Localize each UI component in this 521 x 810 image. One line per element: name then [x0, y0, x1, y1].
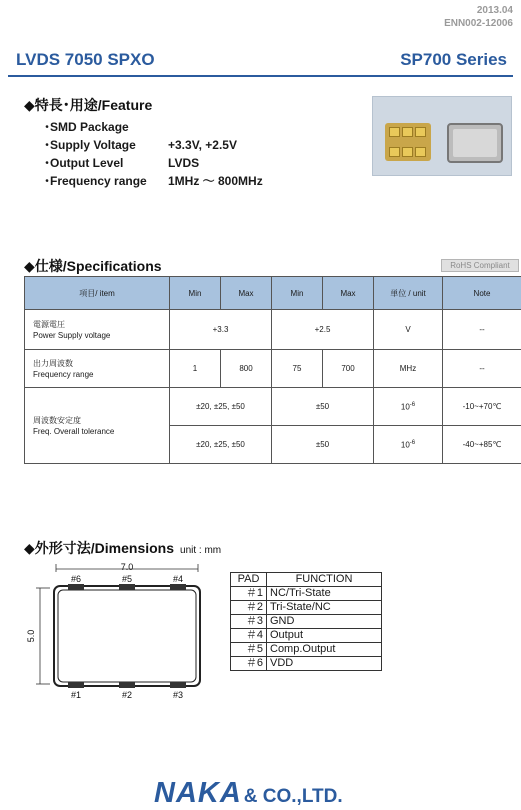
pad-row [231, 615, 382, 629]
series-title: SP700 Series [400, 50, 507, 70]
feature-item [44, 120, 168, 134]
pad-function: NC/Tri-State [267, 587, 382, 601]
spec-heading: ◆仕様/Specifications [24, 256, 162, 276]
pad-function: Output [267, 629, 382, 643]
value-2v5: ±50 [272, 426, 374, 464]
pad-number: ＃3 [231, 615, 267, 629]
feature-label: ･Output Level [44, 156, 168, 170]
pin-label-top: #4 [173, 574, 183, 584]
feature-label: ･Frequency range [44, 174, 168, 188]
dimensions-heading: ◆外形寸法/Dimensions unit : mm [24, 538, 221, 558]
feature-value: 1MHz ～ 800MHz [168, 174, 263, 188]
height-label: 5.0 [26, 630, 36, 643]
feature-label: ･SMD Package [44, 120, 168, 134]
function-header: FUNCTION [267, 573, 382, 587]
value-2v5: +2.5 [272, 310, 374, 350]
unit-cell: MHz [374, 350, 443, 388]
pad-row [231, 601, 382, 615]
pad-row [231, 643, 382, 657]
pad-number: ＃6 [231, 657, 267, 671]
document-id: ENN002-12006 [444, 18, 513, 30]
feature-item [44, 138, 237, 152]
dimensions-unit: unit : mm [180, 545, 221, 556]
unit-cell: V [374, 310, 443, 350]
param-name: 出力周波数 Frequency range [25, 350, 170, 388]
pin-label-top: #5 [122, 574, 132, 584]
pin-label-bottom: #3 [173, 690, 183, 700]
table-row [25, 310, 521, 350]
chip-bottom-view [385, 123, 431, 161]
unit-cell: $10^{-6}$ [374, 388, 443, 426]
header-max: Max [221, 277, 272, 310]
param-name: 周波数安定度 Freq. Overall tolerance [25, 388, 170, 464]
pad-header-row [231, 573, 382, 587]
max-3v3: 800 [221, 350, 272, 388]
feature-item [44, 174, 263, 188]
title-rule [8, 75, 513, 77]
pad-row [231, 629, 382, 643]
pin-label-bottom: #2 [122, 690, 132, 700]
spec-table [24, 276, 521, 464]
feature-item [44, 156, 199, 170]
package-outline-drawing [14, 560, 214, 704]
product-photo [372, 96, 512, 176]
pad-number: ＃2 [231, 601, 267, 615]
header-min: Min [170, 277, 221, 310]
pad-number: ＃5 [231, 643, 267, 657]
logo-suffix: & CO.,LTD. [244, 786, 343, 807]
pad-number: ＃1 [231, 587, 267, 601]
min-3v3: 1 [170, 350, 221, 388]
value-3v3: ±20, ±25, ±50 [170, 388, 272, 426]
chip-top-view [447, 123, 503, 163]
min-2v5: 75 [272, 350, 323, 388]
note-cell: -40~+85℃ [443, 426, 521, 464]
note-cell: -- [443, 350, 521, 388]
header-note: Note [443, 277, 521, 310]
pad-function: Tri-State/NC [267, 601, 382, 615]
pad-header: PAD [231, 573, 267, 587]
pad-function: GND [267, 615, 382, 629]
value-3v3: ±20, ±25, ±50 [170, 426, 272, 464]
logo-brand: NAKA [154, 777, 242, 809]
feature-heading: ◆特長･用途/Feature [24, 95, 152, 115]
header-min: Min [272, 277, 323, 310]
pin-label-top: #6 [71, 574, 81, 584]
unit-cell: $10^{-6}$ [374, 426, 443, 464]
rohs-badge: RoHS Compliant [441, 259, 519, 272]
header-max: Max [323, 277, 374, 310]
param-name: 電源電圧 Power Supply voltage [25, 310, 170, 350]
pad-function: Comp.Output [267, 643, 382, 657]
document-date: 2013.04 [477, 5, 513, 17]
table-row [25, 388, 521, 426]
pin-label-bottom: #1 [71, 690, 81, 700]
note-cell: -- [443, 310, 521, 350]
feature-label: ･Supply Voltage [44, 138, 168, 152]
pad-row [231, 657, 382, 671]
header-item: 項目/ item [25, 277, 170, 310]
value-2v5: ±50 [272, 388, 374, 426]
company-logo [154, 777, 343, 810]
pad-number: ＃4 [231, 629, 267, 643]
feature-value: +3.3V, +2.5V [168, 138, 237, 152]
product-title: LVDS 7050 SPXO [16, 50, 155, 70]
pad-function-table [230, 572, 382, 671]
table-row [25, 350, 521, 388]
width-label: 7.0 [121, 562, 134, 572]
header-unit: 単位 / unit [374, 277, 443, 310]
feature-value: LVDS [168, 156, 199, 170]
note-cell: -10~+70℃ [443, 388, 521, 426]
max-2v5: 700 [323, 350, 374, 388]
pad-row [231, 587, 382, 601]
spec-header-row [25, 277, 521, 310]
pad-function: VDD [267, 657, 382, 671]
value-3v3: +3.3 [170, 310, 272, 350]
